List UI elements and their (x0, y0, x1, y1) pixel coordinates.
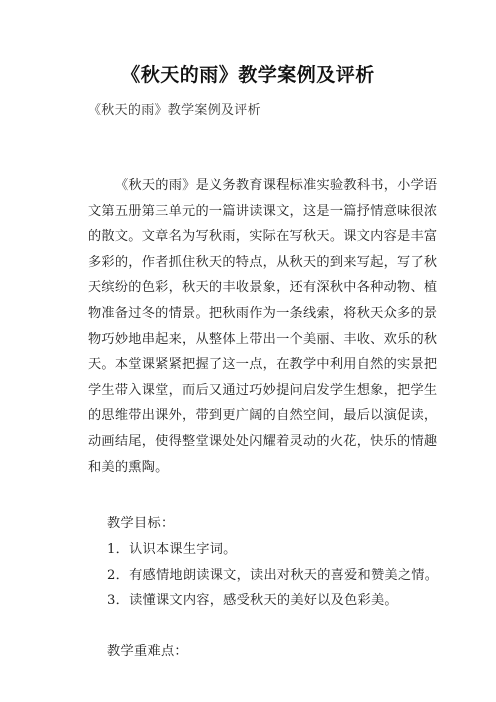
intro-paragraph (88, 173, 438, 480)
paragraph-line: 学生带入课堂，而后又通过巧妙提问启发学生想象，把学生 (88, 382, 438, 398)
paragraph-line: 物准备过冬的情景。把秋雨作为一条线索，将秋天众多的景 (88, 305, 438, 321)
paragraph-line: 物巧妙地串起来，从整体上带出一个美丽、丰收、欢乐的秋 (88, 331, 438, 347)
paragraph-line: 的散文。文章名为写秋雨，实际在写秋天。课文内容是丰富 (88, 229, 438, 245)
goal-item: 3．读懂课文内容，感受秋天的美好以及色彩美。 (107, 593, 398, 609)
paragraph-line: 多彩的，作者抓住秋天的特点，从秋天的到来写起，写了秋 (88, 254, 438, 270)
paragraph-line: 《秋天的雨》是义务教育课程标准实验教科书，小学语 (115, 178, 438, 193)
document-subtitle: 《秋天的雨》教学案例及评析 (88, 103, 261, 118)
paragraph-line: 和美的熏陶。 (88, 459, 169, 475)
paragraph-line: 天缤纷的色彩，秋天的丰收景象，还有深秋中各种动物、植 (88, 280, 438, 296)
difficulty-heading: 教学重难点： (107, 644, 188, 659)
goals-list (107, 537, 438, 614)
goal-item: 2．有感情地朗读课文，读出对秋天的喜爱和赞美之情。 (107, 567, 439, 583)
paragraph-line: 天。本堂课紧紧把握了这一点，在教学中利用自然的实景把 (88, 357, 438, 373)
goal-item: 1．认识本课生字词。 (107, 542, 237, 557)
goals-heading: 教学目标： (107, 516, 175, 531)
paragraph-line: 动画结尾，使得整堂课处处闪耀着灵动的火花，快乐的情趣 (88, 433, 438, 449)
paragraph-line: 的思维带出课外，带到更广阔的自然空间，最后以演促读， (88, 408, 438, 424)
document-title: 《秋天的雨》教学案例及评析 (121, 64, 375, 86)
paragraph-line: 文第五册第三单元的一篇讲读课文，这是一篇抒情意味很浓 (88, 203, 438, 219)
